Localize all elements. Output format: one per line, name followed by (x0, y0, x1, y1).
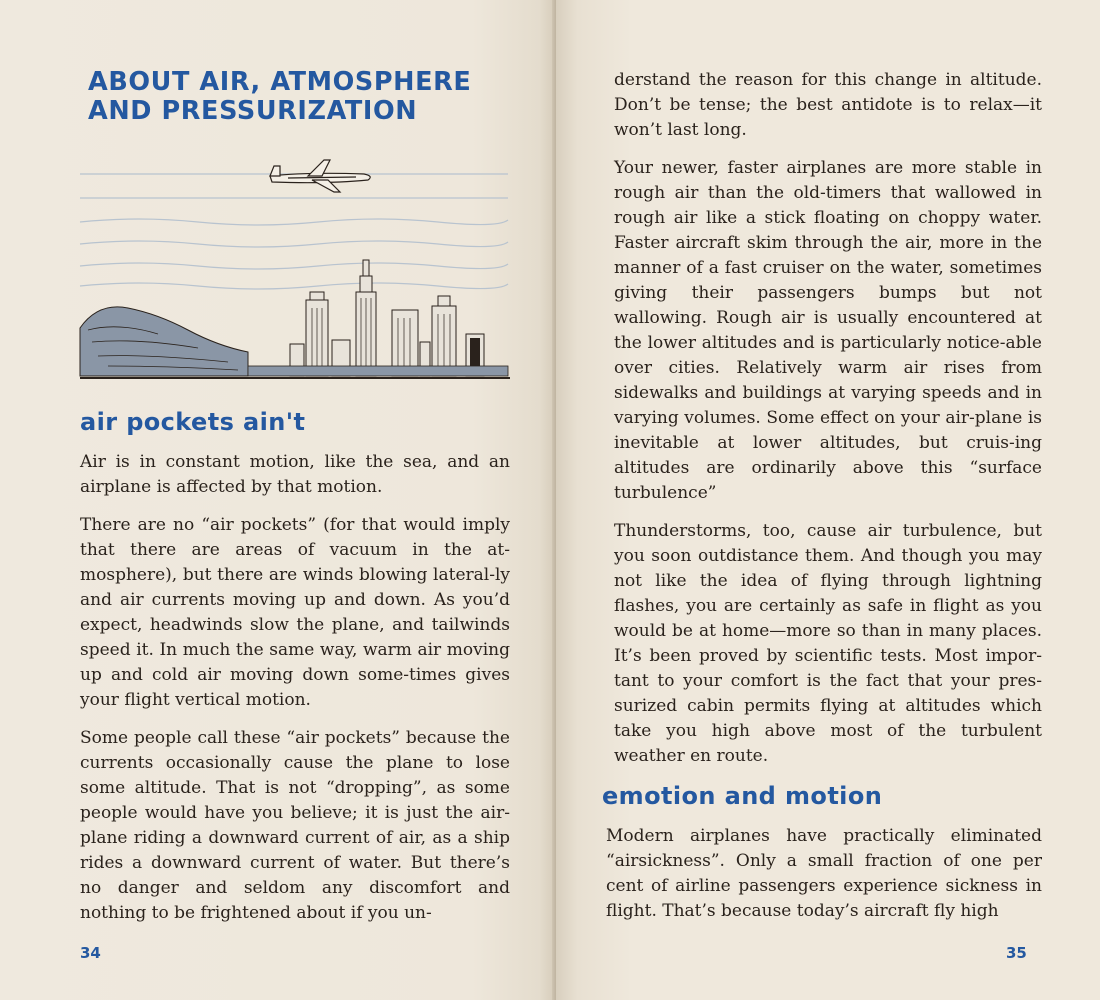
left-page-body (80, 450, 510, 939)
airplane-icon (270, 160, 370, 192)
right-page-body (614, 68, 1042, 782)
paragraph: derstand the reason for this change in altitude. Don’t be tense; the best antidote is to relax—it won’t last long. (614, 70, 1042, 140)
paragraph: Modern airplanes have practically eliminated “airsickness”. Only a small fraction of one per cent of airline passengers experience sickness in flight. That’s because today’s aircraft fly high (606, 826, 1042, 921)
paragraph: Thunderstorms, too, cause air turbulence, but you soon outdistance them. And though you may not like the idea of flying through lightning flashes, you are certainly as safe in flight as you would be at home—more so than in many places. It’s been proved by scientific tests. Most impor-tant to your comfort is the fact that your pres-surized cabin permits flying at altitudes which take you high above most of the turbulent weather en route. (614, 521, 1042, 766)
right-page (556, 0, 1100, 1000)
paragraph: There are no “air pockets” (for that would imply that there are areas of vacuum in the at-mosphere), but there are winds blowing lateral-ly and air currents moving up and down. As you’d expect, headwinds slow the plane, and tailwinds speed it. In much the same way, warm air moving up and cold air moving down some-times gives your flight vertical motion. (80, 515, 510, 710)
chapter-heading-line-2: AND PRESSURIZATION (88, 96, 418, 126)
right-page-section-body (606, 824, 1042, 937)
chapter-heading (88, 68, 538, 126)
section-title-air-pockets: air pockets ain't (80, 408, 306, 436)
section-title-emotion-and-motion: emotion and motion (602, 782, 883, 810)
paragraph: Air is in constant motion, like the sea, and an airplane is affected by that motion. (80, 452, 510, 497)
city-skyline-illustration (78, 152, 514, 388)
paragraph: Your newer, faster airplanes are more stable in rough air than the old-timers that wallowed in rough air like a stick floating on choppy water. Faster aircraft skim through the air, more in the manner of a fast cruiser on the water, sometimes giving their passengers bumps but not wallowing. Rough air is usually encountered at the lower altitudes and is particularly notice-able over cities. Relatively warm air rises from sidewalks and buildings at varying speeds and in varying volumes. Some effect on your air-plane is inevitable at lower altitudes, but cruis-ing altitudes are ordinarily above this “surface turbulence” (614, 158, 1042, 503)
chapter-heading-line-1: ABOUT AIR, ATMOSPHERE (88, 67, 472, 97)
page-number-right: 35 (1006, 944, 1027, 962)
page-number-left: 34 (80, 944, 101, 962)
paragraph: Some people call these “air pockets” because the currents occasionally cause the plane to lose some altitude. That is not “dropping”, as some people would have you believe; it is just the air-plane riding a downward current of air, as a ship rides a downward current of water. But there’s no danger and seldom any discomfort and nothing to be frightened about if you un- (80, 728, 510, 923)
